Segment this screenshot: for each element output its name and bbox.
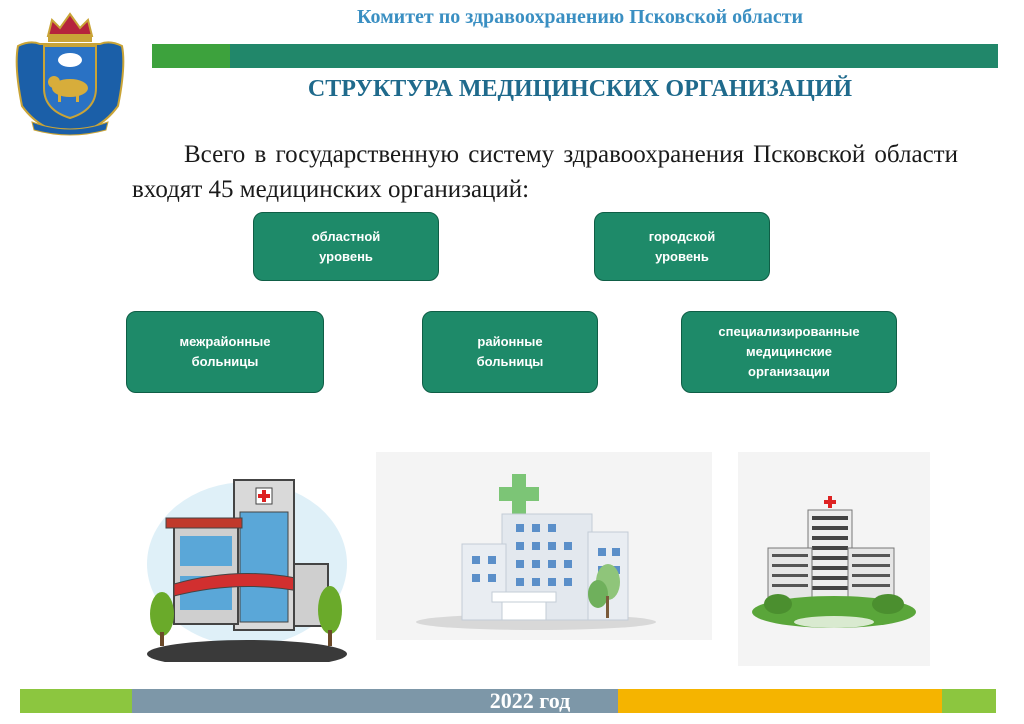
box-line: областной <box>311 228 381 244</box>
box-line: районные <box>477 334 543 349</box>
box-line: уровень <box>655 248 709 264</box>
header-bar-teal-segment <box>230 44 998 68</box>
box-line: городской <box>648 228 716 244</box>
footer-year: 2022 год <box>489 688 571 713</box>
committee-title: Комитет по здравоохранению Псковской области <box>356 6 804 28</box>
regional-level-box <box>253 212 439 281</box>
specialized-organizations-box <box>681 311 897 393</box>
box-line: специализированные <box>718 324 860 339</box>
intro-text: Всего в государственную систему здравоохранения Псковской области входят 45 медицинских организаций: <box>132 141 958 203</box>
district-hospitals-box <box>422 311 598 393</box>
header-color-bar <box>152 44 998 68</box>
interdistrict-hospitals-box <box>126 311 324 393</box>
header-bar-green-segment <box>152 44 230 68</box>
box-line: межрайонные <box>179 334 271 349</box>
slide-title: СТРУКТУРА МЕДИЦИНСКИХ ОРГАНИЗАЦИЙ <box>307 76 853 102</box>
hospital-tower-icon <box>738 452 930 666</box>
footer-bar-green-segment <box>20 689 132 713</box>
hospital-building-icon <box>144 454 350 662</box>
box-line: больницы <box>191 354 259 369</box>
clinic-building-icon <box>376 452 712 640</box>
box-line: больницы <box>476 354 544 369</box>
box-line: уровень <box>319 248 373 264</box>
coat-of-arms-icon <box>10 6 130 136</box>
city-level-box <box>594 212 770 281</box>
box-line: медицинские <box>746 344 832 359</box>
footer-bar-yellow-segment <box>618 689 942 713</box>
box-line: организации <box>748 364 830 379</box>
footer-bar-green-end-segment <box>942 689 996 713</box>
